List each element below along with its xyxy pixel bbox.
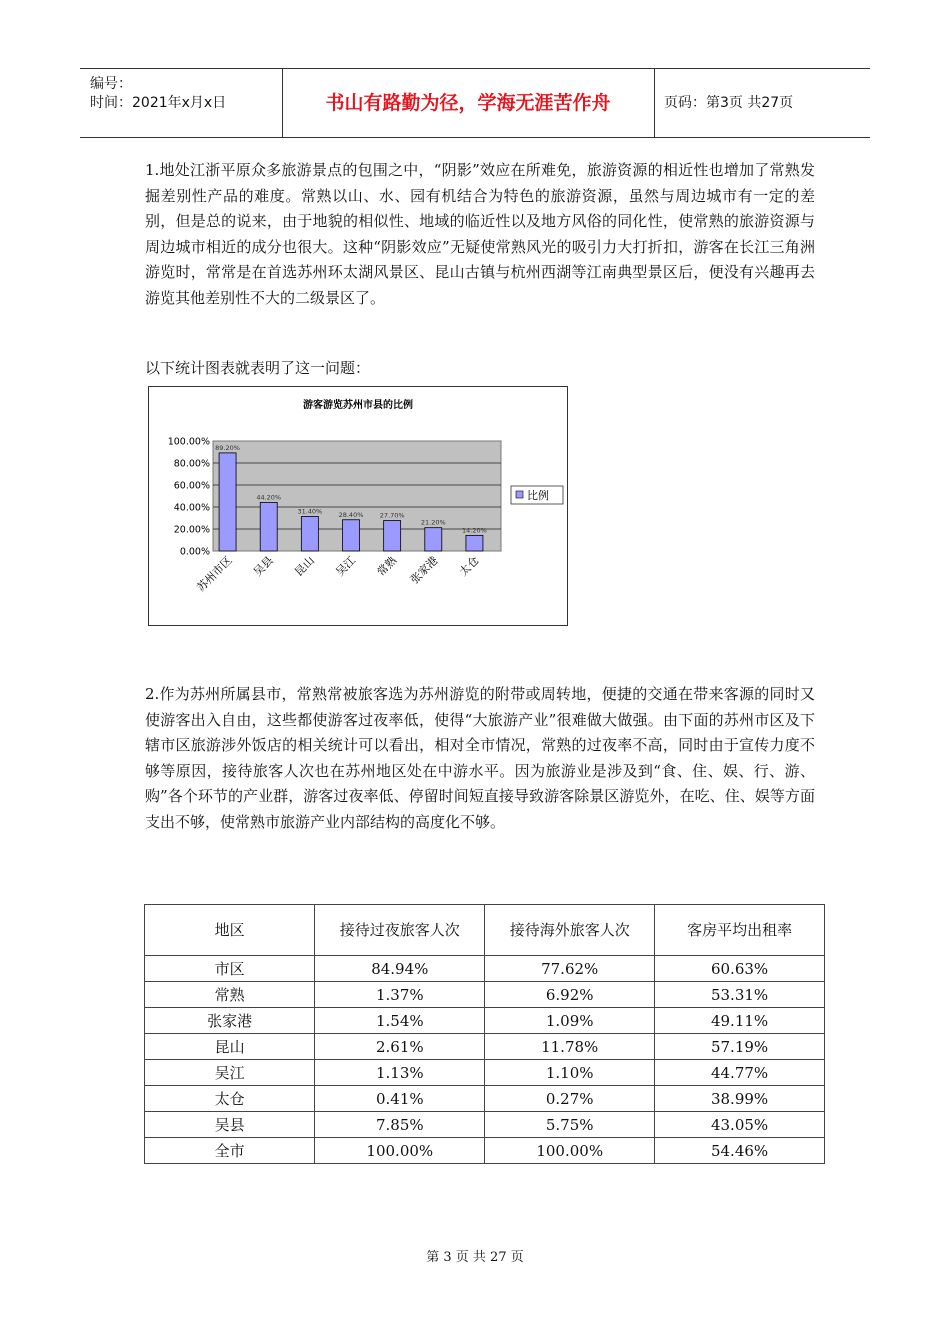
- bar: [384, 521, 401, 551]
- table-cell: 吴江: [145, 1060, 315, 1086]
- paragraph-2: 2.作为苏州所属县市，常熟常被旅客选为苏州游览的附带或周转地，便捷的交通在带来客源的同时又使游客出入自由，这些都使游客过夜率低，使得“大旅游产业”很难做大做强。由下面的苏州市区及下辖市区旅游涉外饭店的相关统计可以看出，相对全市情况，常熟的过夜率不高，同时由于宣传力度不够等原因，接待旅客人次也在苏州地区处在中游水平。因为旅游业是涉及到“食、住、娱、行、游、购”各个环节的产业群，游客过夜率低、停留时间短直接导致游客除景区游览外，在吃、住、娱等方面支出不够，使常熟市旅游产业内部结构的高度化不够。: [145, 685, 815, 831]
- table-cell: 11.78%: [485, 1034, 655, 1060]
- table-header-cell: 接待过夜旅客人次: [315, 905, 485, 956]
- bar: [425, 528, 442, 551]
- data-label: 44.20%: [256, 493, 282, 502]
- bar-chart-svg: [149, 387, 567, 625]
- data-label: 21.20%: [420, 518, 446, 527]
- y-tick-label: 20.00%: [173, 524, 210, 536]
- table-row: [145, 1008, 825, 1034]
- table-row: [145, 1112, 825, 1138]
- table-cell: 1.09%: [485, 1008, 655, 1034]
- table-cell: 0.41%: [315, 1086, 485, 1112]
- paragraph-1: 1.地处江浙平原众多旅游景点的包围之中，“阴影”效应在所难免，旅游资源的相近性也增加了常熟发掘差别性产品的难度。常熟以山、水、园有机结合为特色的旅游资源，虽然与周边城市有一定的差别，但是总的说来，由于地貌的相似性、地域的临近性以及地方风俗的同化性，使常熟的旅游资源与周边城市相近的成分也很大。这种“阴影效应”无疑使常熟风光的吸引力大打折扣，游客在长江三角洲游览时，常常是在首选苏州环太湖风景区、昆山古镇与杭州西湖等江南典型景区后，便没有兴趣再去游览其他差别性不大的二级景区了。: [145, 161, 815, 307]
- table-cell: 1.54%: [315, 1008, 485, 1034]
- x-category-label: 昆山: [292, 553, 317, 579]
- table-cell: 全市: [145, 1138, 315, 1164]
- table-row: [145, 1060, 825, 1086]
- table-cell: 2.61%: [315, 1034, 485, 1060]
- data-label: 31.40%: [297, 507, 323, 516]
- table-cell: 常熟: [145, 982, 315, 1008]
- header-meta: [80, 69, 283, 137]
- table-cell: 吴县: [145, 1112, 315, 1138]
- table-cell: 53.31%: [655, 982, 825, 1008]
- table-cell: 市区: [145, 956, 315, 982]
- chart-lead-text: 以下统计图表就表明了这一问题：: [145, 359, 371, 377]
- table-cell: 太仓: [145, 1086, 315, 1112]
- bar: [260, 502, 277, 551]
- bar: [301, 516, 318, 551]
- x-category-label: 吴江: [333, 553, 359, 579]
- table-row: [145, 1138, 825, 1164]
- x-category-label: 苏州市区: [194, 553, 235, 595]
- time-label: 时间：2021年x月x日: [90, 95, 227, 111]
- table-row: [145, 1034, 825, 1060]
- header-slogan: 书山有路勤为径，学海无涯苦作舟: [282, 69, 655, 137]
- document-header: [80, 68, 870, 138]
- table-row: [145, 1086, 825, 1112]
- statistics-table: [144, 904, 825, 1164]
- code-label: 编号：: [90, 76, 132, 92]
- table-cell: 84.94%: [315, 956, 485, 982]
- table-cell: 44.77%: [655, 1060, 825, 1086]
- table-row: [145, 956, 825, 982]
- y-tick-label: 80.00%: [173, 458, 210, 470]
- table-cell: 77.62%: [485, 956, 655, 982]
- table-cell: 1.37%: [315, 982, 485, 1008]
- data-label: 89.20%: [215, 443, 240, 452]
- data-label: 28.40%: [338, 510, 364, 519]
- table-row: [145, 982, 825, 1008]
- table-cell: 49.11%: [655, 1008, 825, 1034]
- table-cell: 7.85%: [315, 1112, 485, 1138]
- y-tick-label: 100.00%: [167, 436, 210, 448]
- bar: [343, 520, 360, 551]
- bar: [466, 535, 483, 551]
- table-cell: 0.27%: [485, 1086, 655, 1112]
- table-cell: 60.63%: [655, 956, 825, 982]
- table-cell: 1.10%: [485, 1060, 655, 1086]
- data-label: 14.20%: [462, 526, 487, 535]
- chart-title: 游客游览苏州市县的比例: [303, 400, 413, 411]
- table-cell: 57.19%: [655, 1034, 825, 1060]
- legend-label: 比例: [527, 489, 549, 502]
- x-category-label: 吴县: [251, 553, 276, 579]
- bar: [219, 453, 236, 551]
- x-category-label: 太仓: [456, 553, 482, 579]
- table-cell: 昆山: [145, 1034, 315, 1060]
- x-category-label: 常熟: [374, 553, 400, 579]
- table-cell: 100.00%: [485, 1138, 655, 1164]
- legend-swatch: [516, 491, 523, 498]
- table-cell: 43.05%: [655, 1112, 825, 1138]
- table-cell: 100.00%: [315, 1138, 485, 1164]
- table-header-cell: 地区: [145, 905, 315, 956]
- table-header-row: [145, 905, 825, 956]
- x-category-label: 张家港: [407, 553, 441, 587]
- table-cell: 54.46%: [655, 1138, 825, 1164]
- table-cell: 5.75%: [485, 1112, 655, 1138]
- bar-chart: [148, 386, 568, 626]
- table-cell: 38.99%: [655, 1086, 825, 1112]
- table-cell: 张家港: [145, 1008, 315, 1034]
- y-tick-label: 0.00%: [179, 546, 210, 558]
- header-page-info: 页码：第3页 共27页: [664, 95, 794, 111]
- page-footer: 第 3 页 共 27 页: [426, 1250, 524, 1265]
- table-header-cell: 接待海外旅客人次: [485, 905, 655, 956]
- data-label: 27.70%: [379, 511, 405, 520]
- y-tick-label: 40.00%: [173, 502, 210, 514]
- y-tick-label: 60.00%: [173, 480, 210, 492]
- table-header-cell: 客房平均出租率: [655, 905, 825, 956]
- table-cell: 1.13%: [315, 1060, 485, 1086]
- table-cell: 6.92%: [485, 982, 655, 1008]
